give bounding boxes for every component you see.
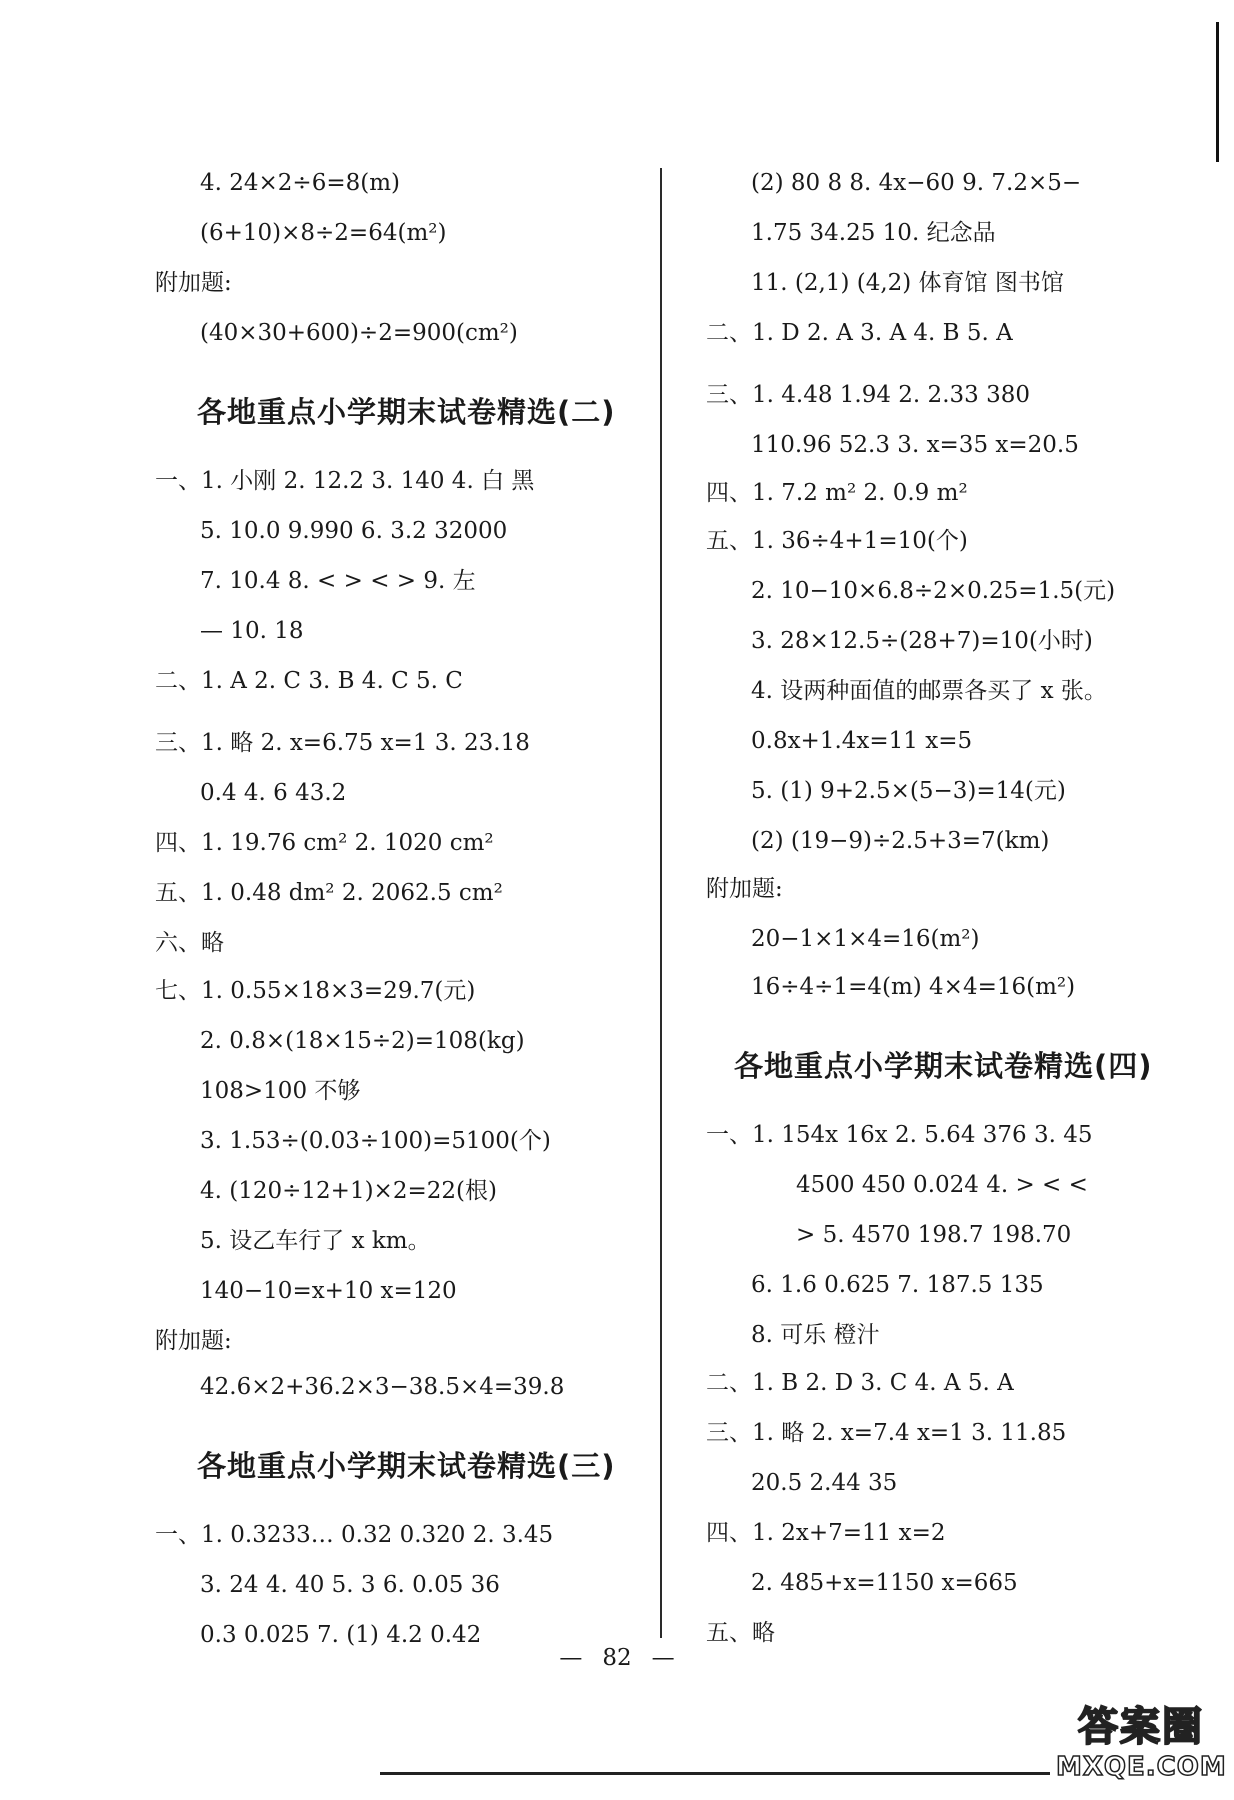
answer-line: 三、1. 略 2. x=7.4 x=1 3. 11.85 <box>706 1420 1067 1446</box>
answer-line: 0.8x+1.4x=11 x=5 <box>751 728 973 754</box>
answer-line: 0.4 4. 6 43.2 <box>200 780 347 806</box>
answer-line: 7. 10.4 8. < > < > 9. 左 <box>200 568 476 594</box>
page-number-value: 82 <box>602 1645 632 1671</box>
bottom-rule <box>380 1772 1050 1775</box>
answer-line: 三、1. 略 2. x=6.75 x=1 3. 23.18 <box>155 730 530 756</box>
answer-line: 1.75 34.25 10. 纪念品 <box>751 220 996 246</box>
answer-line: 五、略 <box>706 1620 775 1646</box>
answer-line: 三、1. 4.48 1.94 2. 2.33 380 <box>706 382 1030 408</box>
answer-line: 108>100 不够 <box>200 1078 361 1104</box>
answer-line: (6+10)×8÷2=64(m²) <box>200 220 447 246</box>
section-title-3: 各地重点小学期末试卷精选(三) <box>197 1449 616 1483</box>
column-divider <box>660 168 662 1638</box>
answer-line: 3. 28×12.5÷(28+7)=10(小时) <box>751 628 1093 654</box>
section-title-2: 各地重点小学期末试卷精选(二) <box>197 395 616 429</box>
answer-line: 20.5 2.44 35 <box>751 1470 898 1496</box>
section-title-4: 各地重点小学期末试卷精选(四) <box>734 1049 1153 1083</box>
answer-line: 5. 设乙车行了 x km。 <box>200 1228 431 1254</box>
answer-line: 四、1. 2x+7=11 x=2 <box>706 1520 946 1546</box>
answer-line: 二、1. D 2. A 3. A 4. B 5. A <box>706 320 1013 346</box>
answer-line: — 10. 18 <box>200 618 304 644</box>
answer-line: 140−10=x+10 x=120 <box>200 1278 457 1304</box>
answer-line: 6. 1.6 0.625 7. 187.5 135 <box>751 1272 1044 1298</box>
answer-line: 0.3 0.025 7. (1) 4.2 0.42 <box>200 1622 482 1648</box>
answer-line: 二、1. A 2. C 3. B 4. C 5. C <box>155 668 463 694</box>
bonus-heading: 附加题: <box>706 876 783 902</box>
answer-line: 一、1. 0.3233… 0.32 0.320 2. 3.45 <box>155 1522 554 1548</box>
answer-line: > 5. 4570 198.7 198.70 <box>796 1222 1072 1248</box>
answer-line: 五、1. 0.48 dm² 2. 2062.5 cm² <box>155 880 503 906</box>
answer-line: 四、1. 7.2 m² 2. 0.9 m² <box>706 480 968 506</box>
answer-line: 一、1. 154x 16x 2. 5.64 376 3. 45 <box>706 1122 1093 1148</box>
answer-line: 3. 1.53÷(0.03÷100)=5100(个) <box>200 1128 551 1154</box>
answer-line: 5. 10.0 9.990 6. 3.2 32000 <box>200 518 508 544</box>
page-dash-right: — <box>651 1645 675 1671</box>
answer-line: 2. 10−10×6.8÷2×0.25=1.5(元) <box>751 578 1116 604</box>
answer-line: 11. (2,1) (4,2) 体育馆 图书馆 <box>751 270 1064 296</box>
answer-line: 42.6×2+36.2×3−38.5×4=39.8 <box>200 1374 565 1400</box>
answer-line: 110.96 52.3 3. x=35 x=20.5 <box>751 432 1079 458</box>
answer-line: 5. (1) 9+2.5×(5−3)=14(元) <box>751 778 1066 804</box>
answer-line: (2) (19−9)÷2.5+3=7(km) <box>751 828 1050 854</box>
answer-line: (2) 80 8 8. 4x−60 9. 7.2×5− <box>751 170 1082 196</box>
answer-line: 七、1. 0.55×18×3=29.7(元) <box>155 978 476 1004</box>
watermark-bottom-text: MXQE.COM <box>1056 1752 1227 1782</box>
page-edge-mark <box>1216 22 1219 162</box>
answer-line: 五、1. 36÷4+1=10(个) <box>706 528 968 554</box>
answer-line: 8. 可乐 橙汁 <box>751 1322 880 1348</box>
answer-line: 2. 485+x=1150 x=665 <box>751 1570 1018 1596</box>
bonus-heading: 附加题: <box>155 1328 232 1354</box>
page-dash-left: — <box>559 1645 583 1671</box>
watermark-logo <box>1056 1704 1226 1792</box>
answer-line: 20−1×1×4=16(m²) <box>751 926 980 952</box>
answer-line: 一、1. 小刚 2. 12.2 3. 140 4. 白 黑 <box>155 468 535 494</box>
answer-line: 16÷4÷1=4(m) 4×4=16(m²) <box>751 974 1076 1000</box>
answer-line: 4. 设两种面值的邮票各买了 x 张。 <box>751 678 1107 704</box>
answer-line: (40×30+600)÷2=900(cm²) <box>200 320 518 346</box>
answer-line: 4. (120÷12+1)×2=22(根) <box>200 1178 497 1204</box>
answer-line: 四、1. 19.76 cm² 2. 1020 cm² <box>155 830 494 856</box>
answer-line: 六、略 <box>155 930 224 956</box>
bonus-heading: 附加题: <box>155 270 232 296</box>
answer-line: 二、1. B 2. D 3. C 4. A 5. A <box>706 1370 1014 1396</box>
watermark-top-text: 答案圈 <box>1078 1704 1204 1750</box>
answer-line: 2. 0.8×(18×15÷2)=108(kg) <box>200 1028 525 1054</box>
answer-line: 3. 24 4. 40 5. 3 6. 0.05 36 <box>200 1572 500 1598</box>
answer-line: 4500 450 0.024 4. > < < <box>796 1172 1088 1198</box>
answer-line: 4. 24×2÷6=8(m) <box>200 170 400 196</box>
page-number <box>0 1645 1234 1671</box>
